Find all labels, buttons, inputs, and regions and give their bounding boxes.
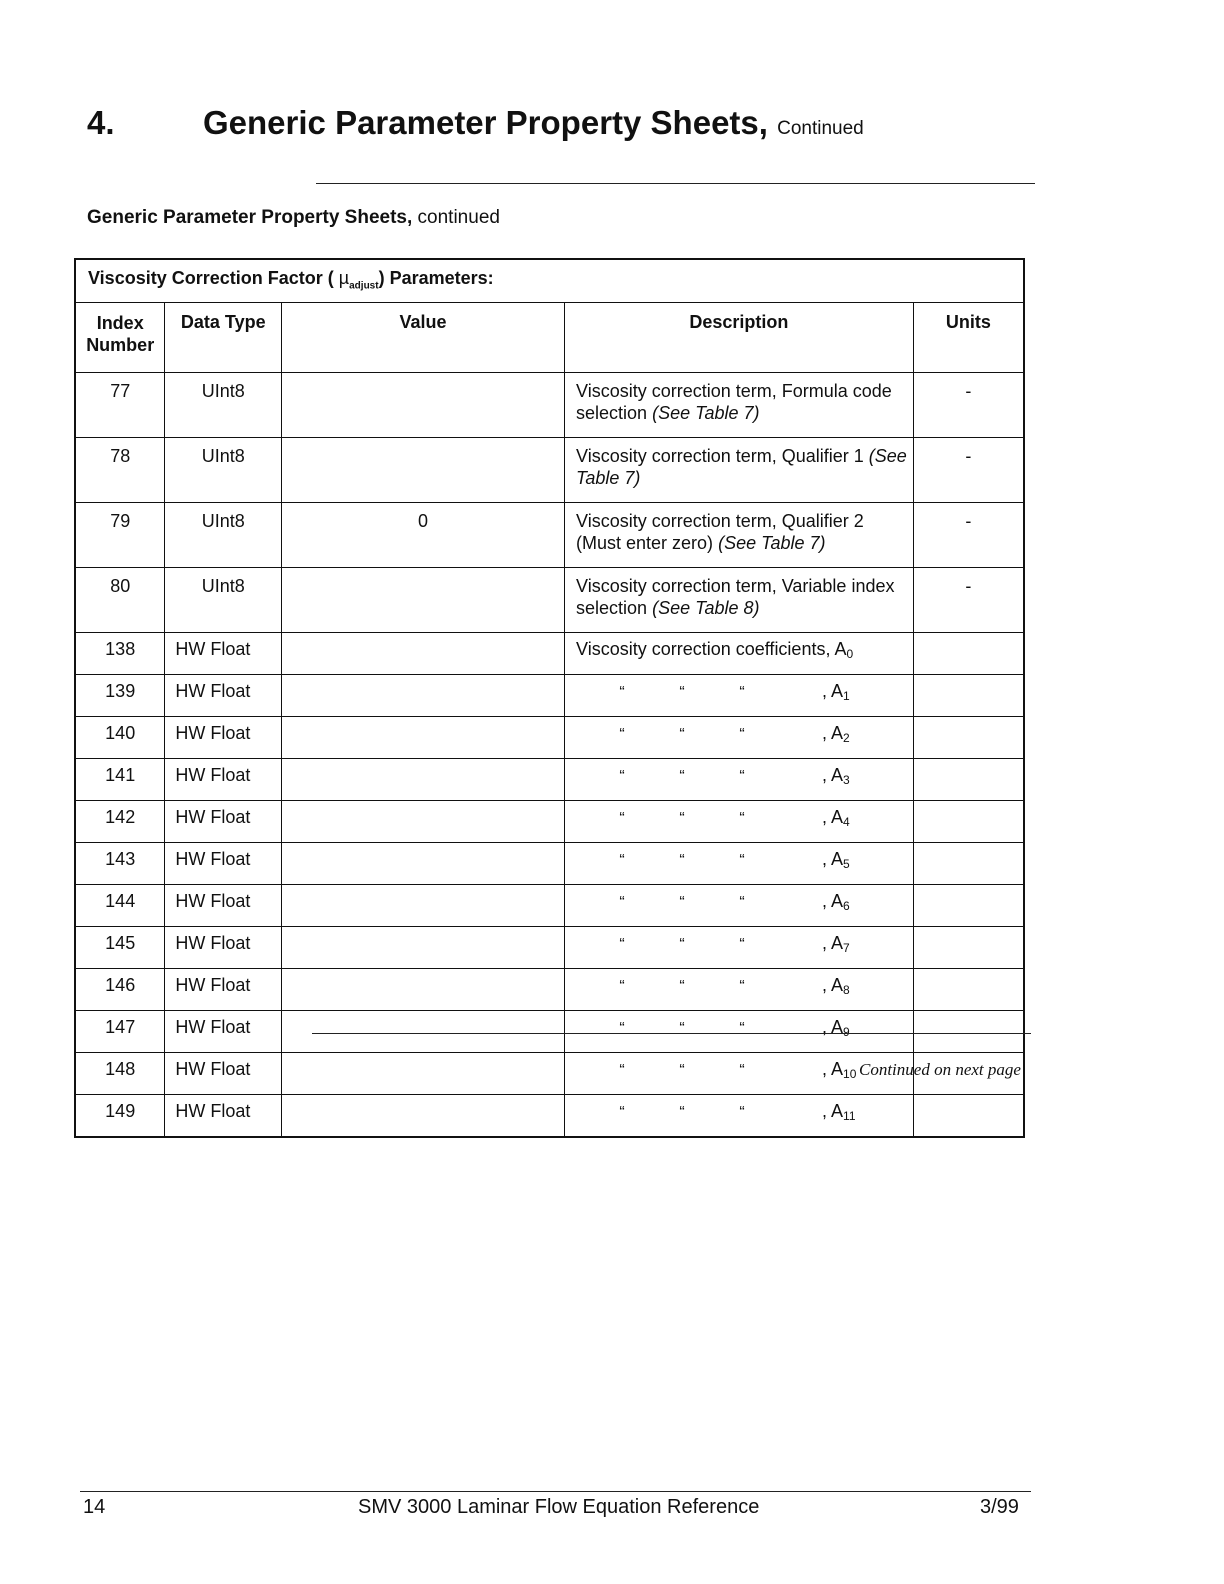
cell-units [913, 843, 1024, 885]
cell-value [282, 843, 565, 885]
cell-data-type: UInt8 [165, 503, 282, 568]
cell-value: 0 [282, 503, 565, 568]
cell-index: 142 [75, 801, 165, 843]
cell-units: - [913, 503, 1024, 568]
description-text: Viscosity correction term, Variable index selection [576, 576, 895, 618]
table-row [75, 885, 1024, 927]
cell-value [282, 1053, 565, 1095]
description-reference: (See Table 7) [576, 446, 907, 488]
cell-index: 140 [75, 717, 165, 759]
cell-index: 145 [75, 927, 165, 969]
coefficient-label: , A [822, 933, 844, 953]
ditto-mark: “ [739, 768, 745, 785]
coefficient-label: , A [822, 1017, 844, 1037]
ditto-mark: “ [619, 894, 625, 911]
description-reference: (See Table 7) [718, 533, 826, 553]
header-value: Value [282, 303, 565, 373]
cell-description [565, 373, 914, 438]
ditto-mark: “ [679, 1104, 685, 1121]
cell-value [282, 717, 565, 759]
cell-description [565, 717, 914, 759]
ditto-mark: “ [679, 894, 685, 911]
table-row [75, 801, 1024, 843]
caption-subscript: adjust [349, 280, 379, 292]
cell-units [913, 969, 1024, 1011]
ditto-mark: “ [679, 684, 685, 701]
cell-description [565, 675, 914, 717]
section-number: 4. [87, 104, 115, 141]
table-row [75, 675, 1024, 717]
cell-description [565, 927, 914, 969]
ditto-mark: “ [619, 936, 625, 953]
cell-units [913, 759, 1024, 801]
ditto-mark: “ [679, 810, 685, 827]
cell-description [565, 843, 914, 885]
cell-value [282, 633, 565, 675]
cell-data-type: UInt8 [165, 568, 282, 633]
cell-units [913, 927, 1024, 969]
coefficient-label: , A [822, 807, 844, 827]
description-text: Viscosity correction term, Qualifier 2 (Must enter zero) [576, 511, 864, 553]
cell-units [913, 633, 1024, 675]
description-reference: (See Table 7) [652, 403, 760, 423]
ditto-mark: “ [679, 936, 685, 953]
cell-data-type: HW Float [165, 633, 282, 675]
table-row [75, 1095, 1024, 1138]
footer-document-title: SMV 3000 Laminar Flow Equation Reference [358, 1496, 760, 1518]
table-row [75, 1011, 1024, 1053]
header-description: Description [565, 303, 914, 373]
cell-description [565, 759, 914, 801]
table-row [75, 717, 1024, 759]
bottom-divider [312, 1033, 1031, 1034]
cell-value [282, 568, 565, 633]
footer-divider [80, 1491, 1031, 1492]
table-row [75, 969, 1024, 1011]
cell-index: 139 [75, 675, 165, 717]
ditto-mark: “ [679, 852, 685, 869]
footer-date: 3/99 [980, 1496, 1019, 1518]
ditto-mark: “ [739, 852, 745, 869]
description-text: Viscosity correction term, Formula code selection [576, 381, 892, 423]
cell-index: 79 [75, 503, 165, 568]
table-caption [75, 259, 1024, 303]
coefficient-label: , A [822, 681, 844, 701]
ditto-mark: “ [679, 1062, 685, 1079]
ditto-mark: “ [739, 726, 745, 743]
cell-index: 143 [75, 843, 165, 885]
cell-description [565, 1095, 914, 1138]
cell-data-type: UInt8 [165, 373, 282, 438]
ditto-mark: “ [739, 978, 745, 995]
ditto-mark: “ [739, 936, 745, 953]
ditto-mark: “ [739, 1020, 745, 1037]
cell-value [282, 1011, 565, 1053]
cell-description [565, 503, 914, 568]
table-header-row [75, 303, 1024, 373]
cell-data-type: HW Float [165, 759, 282, 801]
cell-value [282, 1095, 565, 1138]
coefficient-label: , A [822, 1059, 844, 1079]
header-index: Index Number [75, 303, 165, 373]
cell-description [565, 801, 914, 843]
cell-index: 141 [75, 759, 165, 801]
coefficient-label: , A [822, 1101, 844, 1121]
cell-units: - [913, 373, 1024, 438]
cell-units [913, 717, 1024, 759]
coefficient-subscript: 10 [843, 1067, 857, 1081]
caption-symbol: µ [338, 268, 350, 288]
ditto-mark: “ [619, 726, 625, 743]
cell-index: 148 [75, 1053, 165, 1095]
table-row [75, 373, 1024, 438]
section-continued-label: Continued [777, 118, 864, 139]
cell-description [565, 969, 914, 1011]
ditto-mark: “ [679, 768, 685, 785]
header-units: Units [913, 303, 1024, 373]
cell-value [282, 969, 565, 1011]
table-row [75, 843, 1024, 885]
section-title-text: Generic Parameter Property Sheets, [203, 104, 768, 141]
ditto-mark: “ [619, 1104, 625, 1121]
ditto-mark: “ [739, 1062, 745, 1079]
cell-description [565, 568, 914, 633]
coefficient-label: , A [822, 849, 844, 869]
table-row [75, 438, 1024, 503]
cell-data-type: HW Float [165, 927, 282, 969]
cell-value [282, 927, 565, 969]
coefficient-subscript: 1 [843, 689, 850, 703]
cell-index: 77 [75, 373, 165, 438]
description-text: Viscosity correction coefficients, A [576, 639, 847, 659]
cell-units [913, 1095, 1024, 1138]
cell-index: 149 [75, 1095, 165, 1138]
cell-description [565, 1011, 914, 1053]
table-caption-row [75, 259, 1024, 303]
coefficient-subscript: 4 [843, 815, 850, 829]
ditto-mark: “ [619, 768, 625, 785]
cell-units [913, 675, 1024, 717]
cell-value [282, 675, 565, 717]
cell-data-type: HW Float [165, 801, 282, 843]
subheading [87, 207, 500, 229]
cell-data-type: HW Float [165, 1053, 282, 1095]
table-row [75, 927, 1024, 969]
cell-units [913, 801, 1024, 843]
ditto-mark: “ [739, 684, 745, 701]
cell-data-type: HW Float [165, 717, 282, 759]
cell-index: 78 [75, 438, 165, 503]
cell-index: 144 [75, 885, 165, 927]
coefficient-subscript: 7 [843, 941, 850, 955]
ditto-mark: “ [619, 684, 625, 701]
cell-index: 138 [75, 633, 165, 675]
ditto-mark: “ [619, 810, 625, 827]
coefficient-subscript: 5 [843, 857, 850, 871]
cell-description [565, 438, 914, 503]
cell-index: 147 [75, 1011, 165, 1053]
table-row [75, 759, 1024, 801]
cell-index: 146 [75, 969, 165, 1011]
cell-value [282, 438, 565, 503]
coefficient-subscript: 9 [843, 1025, 850, 1039]
continued-note: Continued on next page [859, 1060, 1021, 1079]
subheading-bold: Generic Parameter Property Sheets, [87, 207, 413, 228]
caption-suffix: ) Parameters: [378, 268, 494, 288]
cell-data-type: UInt8 [165, 438, 282, 503]
ditto-mark: “ [619, 978, 625, 995]
ditto-mark: “ [739, 1104, 745, 1121]
coefficient-subscript: 6 [843, 899, 850, 913]
header-data-type: Data Type [165, 303, 282, 373]
parameter-table [74, 258, 1025, 1138]
cell-index: 80 [75, 568, 165, 633]
coefficient-subscript: 8 [843, 983, 850, 997]
cell-value [282, 801, 565, 843]
ditto-mark: “ [679, 978, 685, 995]
section-title [203, 104, 864, 142]
coefficient-subscript: 2 [843, 731, 850, 745]
cell-data-type: HW Float [165, 1095, 282, 1138]
cell-data-type: HW Float [165, 675, 282, 717]
subheading-rest: continued [417, 207, 500, 228]
coefficient-label: , A [822, 723, 844, 743]
coefficient-label: , A [822, 975, 844, 995]
cell-value [282, 759, 565, 801]
cell-data-type: HW Float [165, 843, 282, 885]
description-subscript: 0 [846, 647, 854, 661]
coefficient-subscript: 11 [843, 1109, 856, 1123]
cell-data-type: HW Float [165, 1011, 282, 1053]
cell-description [565, 633, 914, 675]
cell-data-type: HW Float [165, 885, 282, 927]
cell-units [913, 1011, 1024, 1053]
cell-units: - [913, 568, 1024, 633]
top-divider [316, 183, 1035, 184]
table-row [75, 503, 1024, 568]
caption-prefix: Viscosity Correction Factor ( [88, 268, 334, 288]
description-reference: (See Table 8) [652, 598, 760, 618]
table-row [75, 633, 1024, 675]
cell-value [282, 885, 565, 927]
ditto-mark: “ [619, 852, 625, 869]
coefficient-subscript: 3 [843, 773, 850, 787]
cell-value [282, 373, 565, 438]
ditto-mark: “ [679, 1020, 685, 1037]
table-row [75, 568, 1024, 633]
ditto-mark: “ [739, 894, 745, 911]
cell-units: - [913, 438, 1024, 503]
ditto-mark: “ [739, 810, 745, 827]
cell-data-type: HW Float [165, 969, 282, 1011]
ditto-mark: “ [619, 1062, 625, 1079]
coefficient-label: , A [822, 765, 844, 785]
description-text: Viscosity correction term, Qualifier 1 [576, 446, 864, 466]
footer-page-number: 14 [83, 1496, 106, 1518]
cell-units [913, 885, 1024, 927]
ditto-mark: “ [619, 1020, 625, 1037]
cell-description [565, 885, 914, 927]
coefficient-label: , A [822, 891, 844, 911]
ditto-mark: “ [679, 726, 685, 743]
